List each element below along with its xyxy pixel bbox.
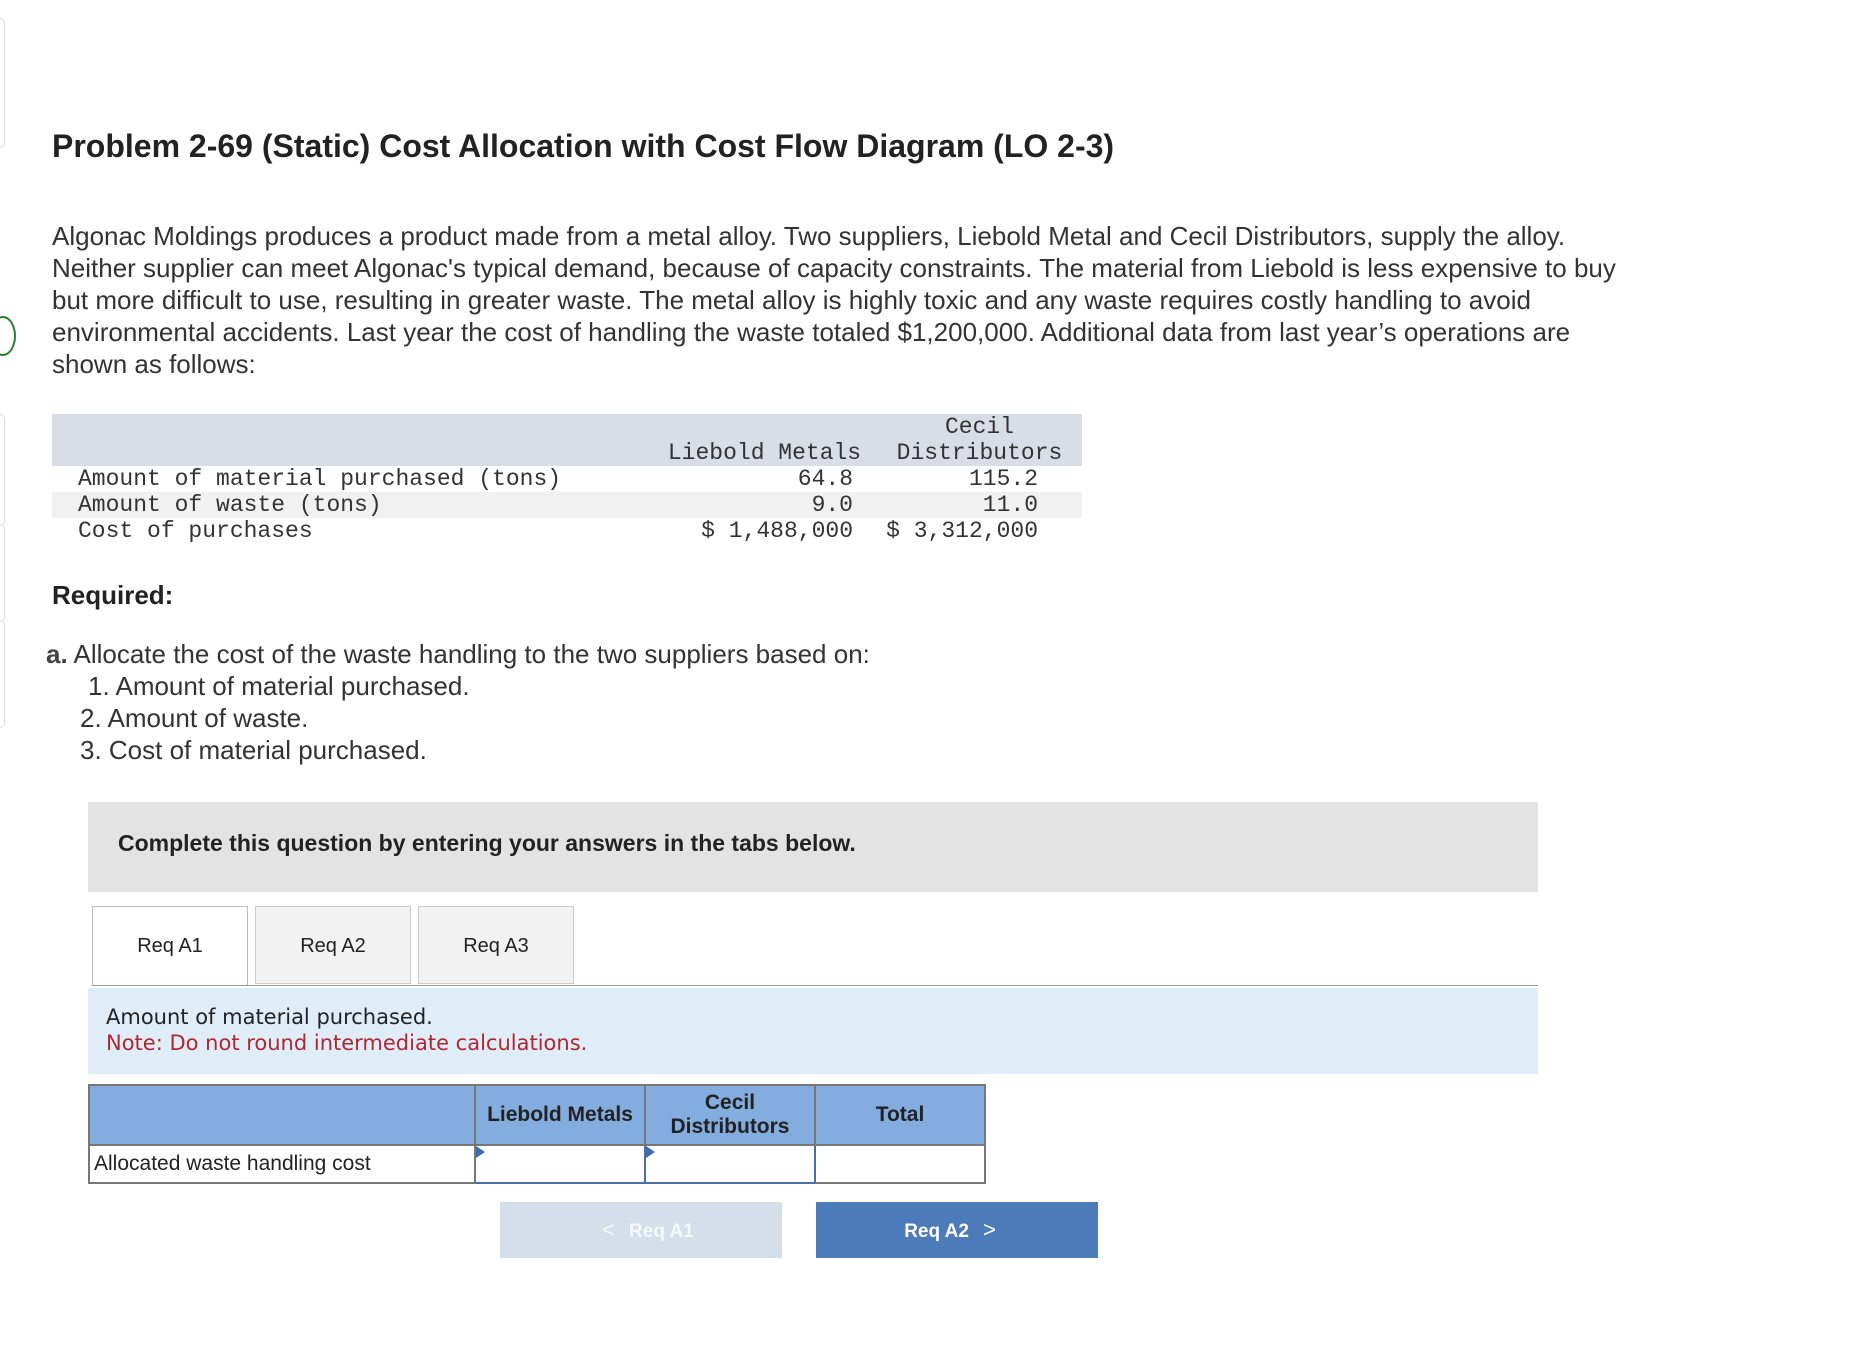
tab-req-a3[interactable]: Req A3 [418,906,574,984]
instructions-banner [88,802,1538,892]
liebold-value: $ 1,488,000 [701,518,853,544]
tab-req-a2[interactable]: Req A2 [255,906,411,984]
cecil-value: 11.0 [982,492,1038,518]
supplier-data-table [52,414,1082,544]
problem-title: Problem 2-69 (Static) Cost Allocation with Cost Flow Diagram (LO 2-3) [52,128,1115,164]
input-flag-icon [646,1146,655,1158]
left-edge-card-lower [0,524,5,622]
left-edge-card-bottom [0,620,5,728]
data-row-cost [52,518,1082,544]
cecil-input-cell [645,1145,815,1183]
header-cecil-distributors [645,1085,815,1145]
row-label: Amount of material purchased (tons) [78,466,562,492]
problem-intro: Algonac Moldings produces a product made from a metal alloy. Two suppliers, Liebold Metal and Cecil Distributors, supply the alloy. Neither supplier can meet Algonac's typical demand, because of capacity constraints. The material from Liebold is less expensive to buy but more difficult to use, resulting in greater waste. The metal alloy is highly toxic and any waste requires costly handling to avoid environmental accidents. Last year the cost of handling the waste totaled $1,200,000. Additional data from last year’s operations are shown as follows: [52,221,1616,379]
header-cecil-line1: Cecil [704,1091,756,1114]
tab-instruction-box [88,988,1538,1074]
part-label: a. [46,639,68,669]
list-item: 1. Amount of material purchased. [88,671,470,701]
data-row-waste [52,492,1082,518]
header-cecil-line1: Cecil [944,414,1014,440]
allocated-cost-label: Allocated waste handling cost [89,1145,475,1183]
required-part-a [46,638,870,670]
liebold-input-cell [475,1145,645,1183]
liebold-allocation-input[interactable] [476,1146,644,1182]
header-liebold-metals: Liebold Metals [475,1085,645,1145]
answer-table [88,1084,986,1184]
prev-req-button[interactable] [500,1202,782,1258]
blank-header [89,1085,475,1145]
data-table-header-row-2 [52,440,1082,466]
prev-label: Req A1 [629,1221,694,1242]
part-text: Allocate the cost of the waste handling to the two suppliers based on: [73,639,870,669]
answer-row-allocated [89,1145,985,1183]
left-edge-card-top [0,18,5,148]
data-table-header-row [52,414,1082,440]
row-label: Amount of waste (tons) [78,492,382,518]
next-label: Req A2 [904,1221,969,1242]
list-item: 2. Amount of waste. [80,703,309,733]
input-flag-icon [476,1146,485,1158]
next-req-button[interactable] [816,1202,1098,1258]
header-liebold: Liebold Metals [667,440,862,466]
cecil-value: $ 3,312,000 [886,518,1038,544]
instruction-text: Amount of material purchased. [106,1005,433,1029]
total-cell [815,1145,985,1183]
cecil-value: 115.2 [968,466,1038,492]
rounding-note: Note: Do not round intermediate calculations. [106,1031,588,1055]
progress-ring-icon [0,316,16,356]
required-heading: Required: [52,580,174,610]
chevron-left-icon: < [602,1217,616,1242]
required-sublist [80,670,470,766]
data-row-material [52,466,1082,492]
tab-divider [92,985,1538,986]
tab-req-a1[interactable]: Req A1 [92,906,248,986]
header-total: Total [815,1085,985,1145]
list-item: 3. Cost of material purchased. [80,735,427,765]
cecil-allocation-input[interactable] [646,1146,814,1182]
liebold-value: 64.8 [797,466,853,492]
header-cecil-line2: Distributors [670,1115,790,1138]
banner-text: Complete this question by entering your answers in the tabs below. [118,830,856,856]
header-cecil-line2: Distributors [896,440,1063,466]
liebold-value: 9.0 [811,492,853,518]
left-edge-card-middle [0,414,5,526]
chevron-right-icon: > [982,1217,996,1242]
row-label: Cost of purchases [78,518,313,544]
answer-header-row [89,1085,985,1145]
